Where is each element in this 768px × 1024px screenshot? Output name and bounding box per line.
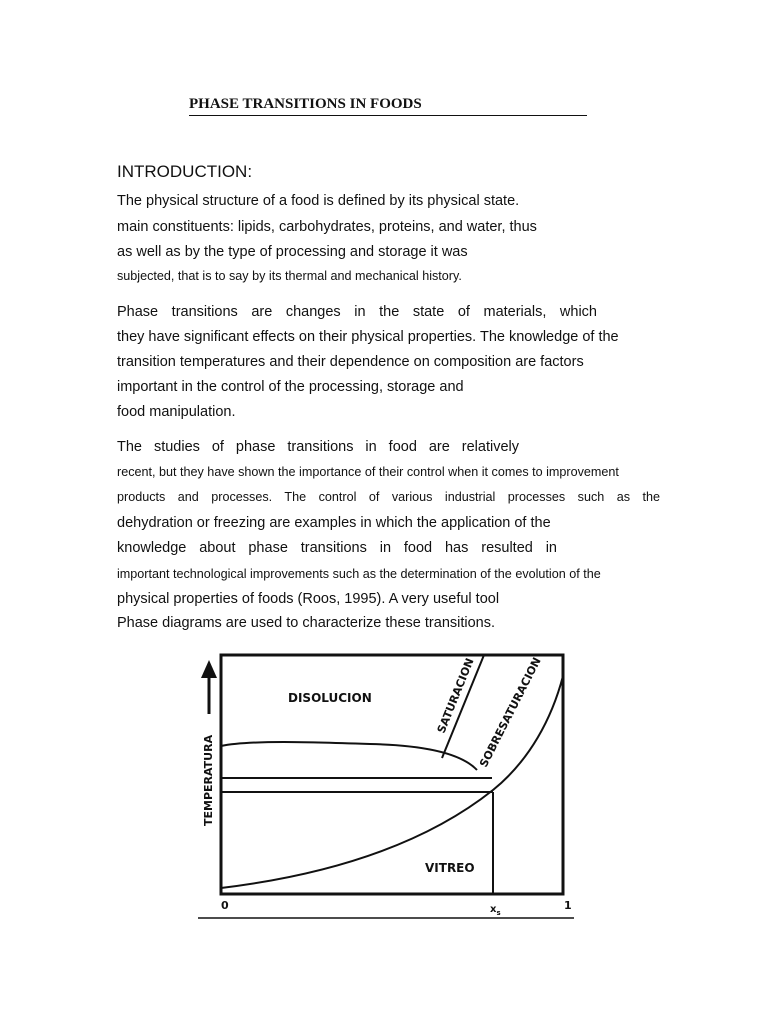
x-axis-xs-label: $x_s$ bbox=[490, 904, 501, 917]
curve-label-saturation: SATURACION bbox=[434, 656, 477, 736]
paragraph-line: physical properties of foods (Roos, 1995). A very useful tool bbox=[117, 591, 500, 607]
region-label-dissolution: DISOLUCION bbox=[288, 691, 372, 705]
temperature-arrow-head bbox=[201, 660, 217, 678]
section-heading-introduction: INTRODUCTION: bbox=[117, 162, 253, 181]
paragraph-line: The physical structure of a food is defined by its physical state. bbox=[117, 193, 520, 209]
paragraph-line: as well as by the type of processing and storage it was bbox=[117, 244, 468, 260]
region-label-glassy: VITREO bbox=[425, 861, 475, 875]
plot-frame bbox=[221, 655, 563, 894]
paragraph-line: important in the control of the processing, storage and bbox=[117, 379, 464, 395]
paragraph-line: products and processes. The control of various industrial processes such as the bbox=[117, 490, 660, 504]
paragraph-line: knowledge about phase transitions in food has resulted in bbox=[117, 540, 557, 556]
paragraph-line: main constituents: lipids, carbohydrates, proteins, and water, thus bbox=[117, 219, 537, 235]
paragraph-line: subjected, that is to say by its thermal and mechanical history. bbox=[117, 269, 462, 283]
paragraph-line: recent, but they have shown the importance of their control when it comes to improvement bbox=[117, 465, 619, 479]
x-axis-end-label: 1 bbox=[564, 899, 572, 912]
x-axis-start-label: 0 bbox=[221, 899, 229, 912]
paragraph-line: dehydration or freezing are examples in which the application of the bbox=[117, 515, 551, 531]
document-title: PHASE TRANSITIONS IN FOODS bbox=[189, 95, 587, 116]
paragraph-line: Phase diagrams are used to characterize these transitions. bbox=[117, 615, 496, 631]
curve-label-supersaturation: SOBRESATURACION bbox=[477, 655, 544, 770]
phase-diagram-svg bbox=[190, 648, 582, 924]
paragraph-line: The studies of phase transitions in food are relatively bbox=[117, 439, 519, 455]
phase-diagram-figure bbox=[190, 648, 582, 924]
solution-boundary-curve bbox=[221, 742, 477, 770]
paragraph-line: they have significant effects on their physical properties. The knowledge of the bbox=[117, 329, 619, 345]
y-axis-label: TEMPERATURA bbox=[202, 734, 215, 826]
paragraph-line: transition temperatures and their dependence on composition are factors bbox=[117, 354, 584, 370]
paragraph-line: Phase transitions are changes in the state of materials, which bbox=[117, 304, 597, 320]
paragraph-line: important technological improvements such as the determination of the evolution of the bbox=[117, 567, 601, 581]
paragraph-line: food manipulation. bbox=[117, 404, 236, 420]
